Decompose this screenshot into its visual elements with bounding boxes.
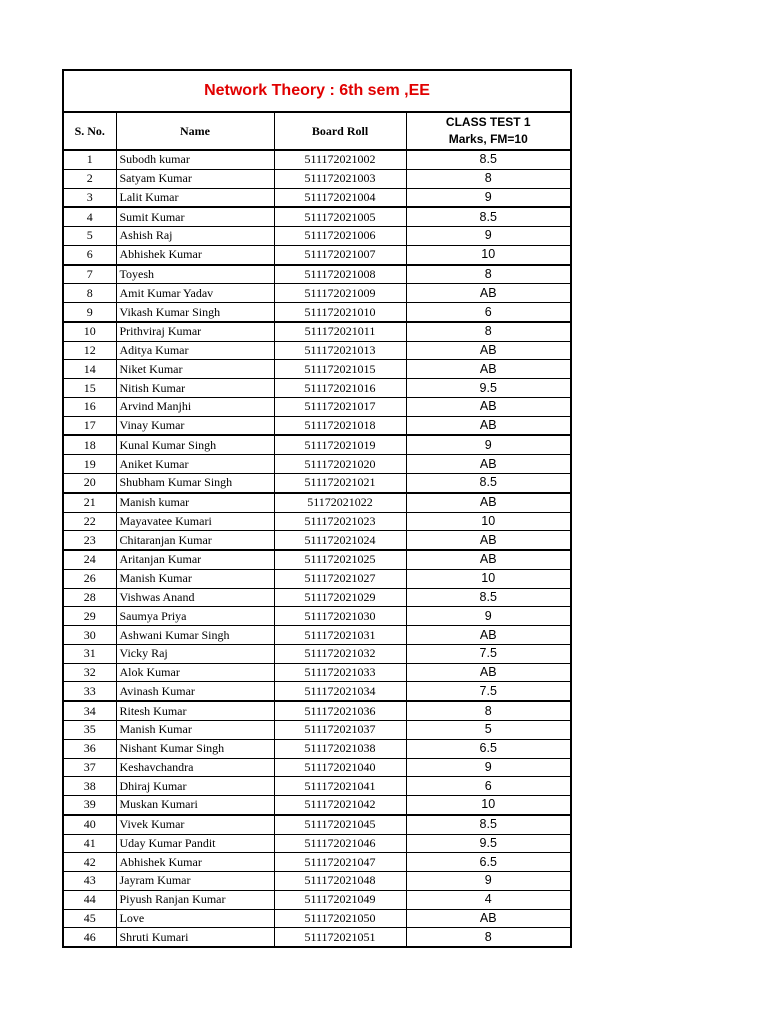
table-row: [64, 341, 570, 360]
cell-marks: AB: [406, 341, 570, 360]
cell-name: Dhiraj Kumar: [116, 777, 274, 796]
cell-marks: 9: [406, 435, 570, 454]
cell-roll: 511172021004: [274, 188, 406, 207]
cell-name: Aditya Kumar: [116, 341, 274, 360]
cell-marks: 6: [406, 777, 570, 796]
cell-roll: 511172021015: [274, 360, 406, 379]
table-row: [64, 890, 570, 909]
cell-marks: 8.5: [406, 150, 570, 169]
cell-marks: 8: [406, 701, 570, 720]
cell-marks: 9: [406, 188, 570, 207]
sheet-title: Network Theory : 6th sem ,EE: [204, 82, 430, 99]
cell-roll: 511172021002: [274, 150, 406, 169]
table-row: [64, 416, 570, 435]
cell-roll: 511172021010: [274, 303, 406, 322]
table-row: [64, 872, 570, 891]
cell-sno: 14: [64, 360, 116, 379]
cell-marks: AB: [406, 663, 570, 682]
cell-name: Niket Kumar: [116, 360, 274, 379]
table-row: [64, 834, 570, 853]
table-row: [64, 701, 570, 720]
cell-marks: 9: [406, 607, 570, 626]
cell-name: Aritanjan Kumar: [116, 550, 274, 569]
header-row: [64, 113, 570, 150]
cell-sno: 21: [64, 493, 116, 512]
cell-sno: 24: [64, 550, 116, 569]
cell-sno: 39: [64, 796, 116, 815]
cell-marks: AB: [406, 455, 570, 474]
cell-name: Mayavatee Kumari: [116, 512, 274, 531]
cell-roll: 511172021021: [274, 474, 406, 493]
cell-roll: 511172021008: [274, 265, 406, 284]
cell-name: Arvind Manjhi: [116, 397, 274, 416]
cell-name: Alok Kumar: [116, 663, 274, 682]
cell-sno: 23: [64, 531, 116, 550]
cell-sno: 9: [64, 303, 116, 322]
table-row: [64, 607, 570, 626]
cell-name: Lalit Kumar: [116, 188, 274, 207]
cell-marks: AB: [406, 416, 570, 435]
cell-sno: 44: [64, 890, 116, 909]
table-row: [64, 493, 570, 512]
marks-sheet: [62, 69, 572, 948]
cell-sno: 34: [64, 701, 116, 720]
cell-name: Toyesh: [116, 265, 274, 284]
table-row: [64, 815, 570, 834]
cell-name: Keshavchandra: [116, 758, 274, 777]
cell-roll: 51172021022: [274, 493, 406, 512]
cell-marks: 8: [406, 169, 570, 188]
cell-marks: AB: [406, 531, 570, 550]
cell-roll: 511172021031: [274, 626, 406, 645]
table-row: [64, 550, 570, 569]
cell-sno: 46: [64, 928, 116, 946]
table-row: [64, 663, 570, 682]
table-row: [64, 796, 570, 815]
cell-marks: 8.5: [406, 815, 570, 834]
cell-marks: 6.5: [406, 739, 570, 758]
cell-name: Ritesh Kumar: [116, 701, 274, 720]
cell-name: Jayram Kumar: [116, 872, 274, 891]
table-row: [64, 188, 570, 207]
cell-roll: 511172021037: [274, 720, 406, 739]
cell-name: Sumit Kumar: [116, 207, 274, 226]
cell-roll: 511172021016: [274, 379, 406, 398]
cell-roll: 511172021025: [274, 550, 406, 569]
cell-name: Abhishek Kumar: [116, 853, 274, 872]
header-marks: [406, 113, 570, 150]
cell-marks: 9: [406, 758, 570, 777]
cell-marks: 8.5: [406, 207, 570, 226]
cell-sno: 41: [64, 834, 116, 853]
cell-sno: 33: [64, 682, 116, 701]
cell-sno: 2: [64, 169, 116, 188]
table-row: [64, 682, 570, 701]
table-row: [64, 626, 570, 645]
cell-roll: 511172021005: [274, 207, 406, 226]
cell-name: Nitish Kumar: [116, 379, 274, 398]
cell-marks: 9.5: [406, 834, 570, 853]
cell-roll: 511172021018: [274, 416, 406, 435]
cell-marks: 8.5: [406, 588, 570, 607]
cell-roll: 511172021003: [274, 169, 406, 188]
cell-roll: 511172021030: [274, 607, 406, 626]
cell-marks: 8: [406, 322, 570, 341]
cell-marks: AB: [406, 550, 570, 569]
cell-sno: 40: [64, 815, 116, 834]
cell-marks: 5: [406, 720, 570, 739]
cell-name: Aniket Kumar: [116, 455, 274, 474]
cell-sno: 29: [64, 607, 116, 626]
table-row: [64, 909, 570, 928]
table-row: [64, 322, 570, 341]
cell-name: Vicky Raj: [116, 644, 274, 663]
cell-roll: 511172021006: [274, 227, 406, 246]
cell-sno: 35: [64, 720, 116, 739]
cell-name: Subodh kumar: [116, 150, 274, 169]
cell-name: Ashish Raj: [116, 227, 274, 246]
cell-marks: AB: [406, 493, 570, 512]
cell-roll: 511172021029: [274, 588, 406, 607]
cell-name: Amit Kumar Yadav: [116, 284, 274, 303]
table-row: [64, 150, 570, 169]
cell-name: Muskan Kumari: [116, 796, 274, 815]
cell-marks: 9: [406, 872, 570, 891]
cell-name: Vikash Kumar Singh: [116, 303, 274, 322]
cell-roll: 511172021051: [274, 928, 406, 946]
cell-name: Manish Kumar: [116, 720, 274, 739]
cell-marks: AB: [406, 360, 570, 379]
cell-name: Vivek Kumar: [116, 815, 274, 834]
cell-sno: 38: [64, 777, 116, 796]
cell-roll: 511172021034: [274, 682, 406, 701]
cell-name: Vinay Kumar: [116, 416, 274, 435]
cell-name: Manish Kumar: [116, 569, 274, 588]
cell-name: Vishwas Anand: [116, 588, 274, 607]
cell-marks: 7.5: [406, 644, 570, 663]
table-row: [64, 360, 570, 379]
cell-roll: 511172021036: [274, 701, 406, 720]
cell-sno: 3: [64, 188, 116, 207]
cell-marks: 8: [406, 928, 570, 946]
cell-roll: 511172021045: [274, 815, 406, 834]
cell-name: Manish kumar: [116, 493, 274, 512]
table-row: [64, 265, 570, 284]
cell-sno: 45: [64, 909, 116, 928]
cell-marks: 10: [406, 245, 570, 264]
cell-marks: 7.5: [406, 682, 570, 701]
cell-roll: 511172021020: [274, 455, 406, 474]
cell-roll: 511172021033: [274, 663, 406, 682]
table-row: [64, 169, 570, 188]
cell-name: Prithviraj Kumar: [116, 322, 274, 341]
cell-sno: 6: [64, 245, 116, 264]
header-roll: Board Roll: [274, 113, 406, 150]
cell-name: Kunal Kumar Singh: [116, 435, 274, 454]
cell-name: Chitaranjan Kumar: [116, 531, 274, 550]
table-row: [64, 435, 570, 454]
cell-roll: 511172021032: [274, 644, 406, 663]
cell-sno: 12: [64, 341, 116, 360]
cell-sno: 26: [64, 569, 116, 588]
cell-name: Nishant Kumar Singh: [116, 739, 274, 758]
cell-name: Shruti Kumari: [116, 928, 274, 946]
cell-sno: 5: [64, 227, 116, 246]
cell-sno: 32: [64, 663, 116, 682]
cell-roll: 511172021046: [274, 834, 406, 853]
cell-sno: 22: [64, 512, 116, 531]
table-row: [64, 397, 570, 416]
table-body: [64, 150, 570, 946]
table-row: [64, 531, 570, 550]
cell-sno: 18: [64, 435, 116, 454]
cell-name: Shubham Kumar Singh: [116, 474, 274, 493]
cell-roll: 511172021047: [274, 853, 406, 872]
cell-sno: 10: [64, 322, 116, 341]
cell-roll: 511172021019: [274, 435, 406, 454]
table-row: [64, 588, 570, 607]
cell-marks: 10: [406, 569, 570, 588]
title-row: [64, 71, 570, 113]
cell-marks: 9.5: [406, 379, 570, 398]
cell-sno: 4: [64, 207, 116, 226]
table-row: [64, 928, 570, 946]
cell-sno: 17: [64, 416, 116, 435]
table-row: [64, 758, 570, 777]
header-name: Name: [116, 113, 274, 150]
cell-marks: AB: [406, 284, 570, 303]
table-row: [64, 455, 570, 474]
cell-sno: 1: [64, 150, 116, 169]
cell-roll: 511172021041: [274, 777, 406, 796]
table-row: [64, 569, 570, 588]
cell-sno: 42: [64, 853, 116, 872]
cell-name: Saumya Priya: [116, 607, 274, 626]
cell-marks: 6: [406, 303, 570, 322]
cell-sno: 37: [64, 758, 116, 777]
cell-name: Piyush Ranjan Kumar: [116, 890, 274, 909]
cell-sno: 19: [64, 455, 116, 474]
table-row: [64, 512, 570, 531]
cell-roll: 511172021040: [274, 758, 406, 777]
cell-sno: 36: [64, 739, 116, 758]
table-row: [64, 777, 570, 796]
cell-marks: AB: [406, 626, 570, 645]
cell-roll: 511172021038: [274, 739, 406, 758]
cell-marks: 10: [406, 512, 570, 531]
header-sno: S. No.: [64, 113, 116, 150]
cell-sno: 43: [64, 872, 116, 891]
cell-sno: 20: [64, 474, 116, 493]
table-row: [64, 284, 570, 303]
table-row: [64, 720, 570, 739]
table-row: [64, 227, 570, 246]
cell-roll: 511172021013: [274, 341, 406, 360]
cell-sno: 28: [64, 588, 116, 607]
cell-sno: 30: [64, 626, 116, 645]
cell-sno: 8: [64, 284, 116, 303]
cell-roll: 511172021009: [274, 284, 406, 303]
cell-name: Avinash Kumar: [116, 682, 274, 701]
cell-name: Uday Kumar Pandit: [116, 834, 274, 853]
cell-roll: 511172021024: [274, 531, 406, 550]
cell-name: Love: [116, 909, 274, 928]
cell-sno: 7: [64, 265, 116, 284]
cell-roll: 511172021023: [274, 512, 406, 531]
cell-marks: AB: [406, 909, 570, 928]
cell-marks: 4: [406, 890, 570, 909]
cell-roll: 511172021007: [274, 245, 406, 264]
cell-roll: 511172021042: [274, 796, 406, 815]
table-row: [64, 644, 570, 663]
table-row: [64, 379, 570, 398]
table-row: [64, 853, 570, 872]
table-row: [64, 474, 570, 493]
header-marks-line1: CLASS TEST 1: [445, 115, 531, 129]
table-row: [64, 207, 570, 226]
cell-roll: 511172021049: [274, 890, 406, 909]
cell-roll: 511172021048: [274, 872, 406, 891]
table-row: [64, 739, 570, 758]
cell-sno: 15: [64, 379, 116, 398]
cell-marks: AB: [406, 397, 570, 416]
table-row: [64, 303, 570, 322]
cell-marks: 8: [406, 265, 570, 284]
cell-name: Ashwani Kumar Singh: [116, 626, 274, 645]
cell-sno: 16: [64, 397, 116, 416]
cell-roll: 511172021050: [274, 909, 406, 928]
cell-marks: 9: [406, 227, 570, 246]
cell-marks: 6.5: [406, 853, 570, 872]
cell-roll: 511172021011: [274, 322, 406, 341]
cell-sno: 31: [64, 644, 116, 663]
cell-name: Satyam Kumar: [116, 169, 274, 188]
cell-marks: 8.5: [406, 474, 570, 493]
cell-roll: 511172021027: [274, 569, 406, 588]
marks-table: [64, 113, 570, 946]
table-row: [64, 245, 570, 264]
cell-name: Abhishek Kumar: [116, 245, 274, 264]
cell-marks: 10: [406, 796, 570, 815]
cell-roll: 511172021017: [274, 397, 406, 416]
header-marks-line2: Marks, FM=10: [448, 132, 528, 146]
